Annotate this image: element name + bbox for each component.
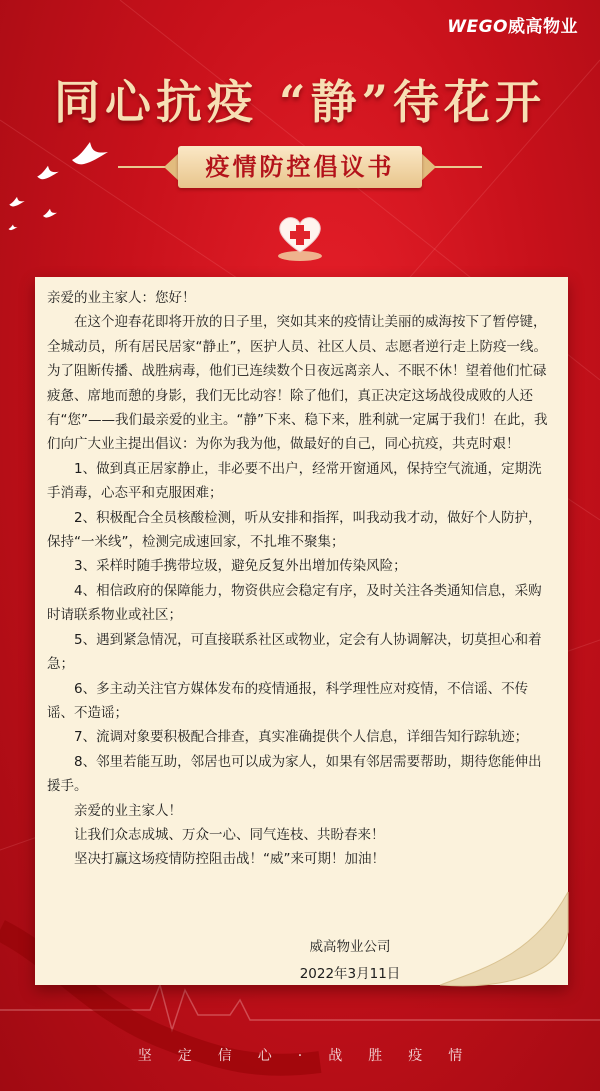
letter-intro: 在这个迎春花即将开放的日子里，突如其来的疫情让美丽的威海按下了暂停键，全城动员，所有居民居家“静止”，医护人员、社区人员、志愿者逆行走上防疫一线。为了阻断传播、战胜病毒，他们已连续数个日夜远离亲人、不眠不休！望着他们忙碌疲惫、席地而憩的身影，我们无比动容！除了他们，真正决定这场战役成败的人还有“您”——我们最亲爱的业主。“静”下来、稳下来，胜利就一定属于我们！在此，我们向广大业主提出倡议：为你为我为他，做最好的自己，同心抗疫，共克时艰！ bbox=[47, 314, 548, 453]
list-item: 1、做到真正居家静止，非必要不出户，经常开窗通风，保持空气流通，定期洗手消毒，心态平和克服困难； bbox=[47, 460, 542, 502]
list-item: 6、多主动关注官方媒体发布的疫情通报，科学理性应对疫情，不信谣、不传谣、不造谣； bbox=[47, 680, 529, 721]
brand-logo bbox=[447, 12, 578, 37]
signature: 威高物业公司 bbox=[309, 939, 391, 955]
list-item: 3、采样时随手携带垃圾，避免反复外出增加传染风险； bbox=[74, 558, 407, 575]
list-item: 8、邻里若能互助，邻居也可以成为家人，如果有邻居需要帮助，期待您能伸出援手。 bbox=[47, 753, 542, 795]
ribbon-tail-right bbox=[420, 152, 436, 182]
list-item: 7、流调对象要积极配合排查，真实准确提供个人信息，详细告知行踪轨迹； bbox=[74, 729, 529, 746]
closing-line: 亲爱的业主家人！ bbox=[74, 802, 182, 819]
dove-icon bbox=[36, 164, 60, 182]
page-title: 同心抗疫 “静”待花开 bbox=[54, 75, 546, 129]
subtitle-banner: 疫情防控倡议书 bbox=[178, 146, 422, 188]
letter-body bbox=[47, 286, 555, 872]
closing-line: 坚决打赢这场疫情防控阻击战！“威”来可期！加油！ bbox=[74, 851, 385, 868]
list-item: 5、遇到紧急情况，可直接联系社区或物业，定会有人协调解决，切莫担心和着急； bbox=[47, 631, 542, 673]
brand-logo-cn: 威高物业 bbox=[508, 17, 578, 37]
list-item: 4、相信政府的保障能力，物资供应会稳定有序，及时关注各类通知信息，采购时请联系物业或社区； bbox=[47, 582, 542, 624]
brand-logo-latin: WEGO bbox=[447, 17, 508, 37]
footer-slogan: 坚定信心·战胜疫情 bbox=[137, 1048, 489, 1064]
heart-medical-cross-icon bbox=[272, 208, 328, 264]
dove-icon bbox=[8, 224, 18, 231]
list-item: 2、积极配合全员核酸检测，听从安排和指挥，叫我动我才动，做好个人防护，保持“一米线”，检测完成速回家，不扎堆不聚集； bbox=[47, 509, 542, 551]
letter-date: 2022年3月11日 bbox=[299, 966, 401, 982]
closing-line: 让我们众志成城、万众一心、同气连枝、共盼春来！ bbox=[74, 826, 385, 843]
dove-icon bbox=[8, 196, 26, 208]
dove-icon bbox=[70, 140, 110, 168]
letter-greeting: 亲爱的业主家人：您好！ bbox=[47, 290, 196, 306]
dove-icon bbox=[42, 208, 58, 219]
